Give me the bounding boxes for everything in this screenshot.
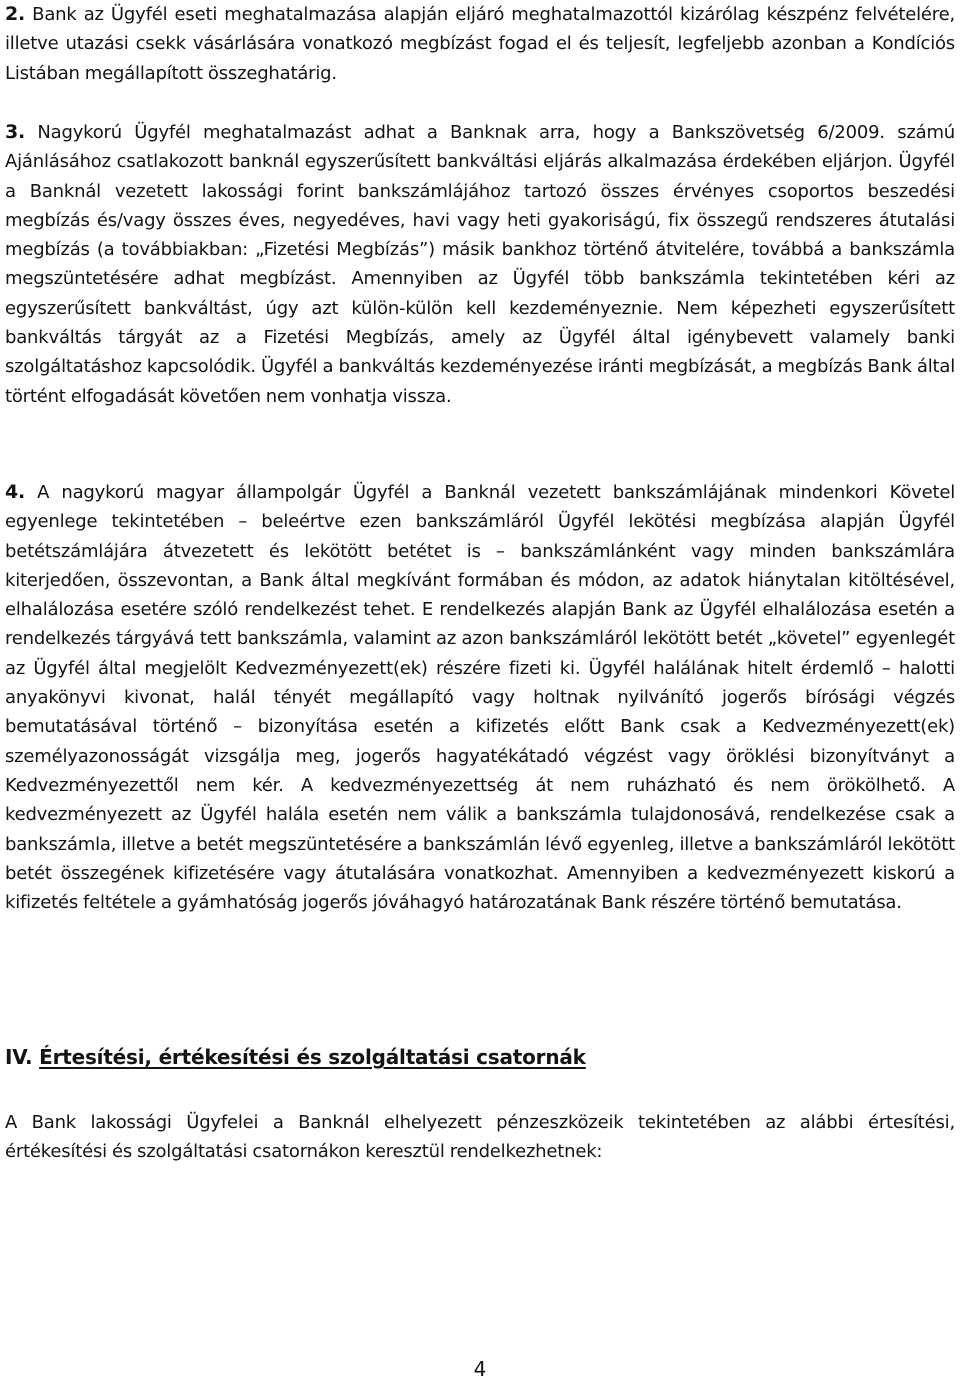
paragraph-4: [5, 478, 955, 917]
paragraph-number: 2.: [5, 3, 26, 25]
section-intro-paragraph: A Bank lakossági Ügyfelei a Banknál elhelyezett pénzeszközeik tekintetében az alábbi értesítési, értékesítési és szolgáltatási csatornákon keresztül rendelkezhetnek:: [5, 1112, 955, 1163]
paragraph-number: 3.: [5, 121, 26, 143]
section-number: IV.: [5, 1045, 33, 1069]
paragraph-text: Nagykorú Ügyfél meghatalmazást adhat a Banknak arra, hogy a Bankszövetség 6/2009. számú Ajánlásához csatlakozott banknál egyszerűsített bankváltási eljárás alkalmazása érdekében eljárjon. Ügyfél a Banknál vezetett lakossági forint bankszámlájához tartozó összes érvényes csoportos beszedési megbízás és/vagy összes éves, negyedéves, havi vagy heti gyakoriságú, fix összegű rendszeres átutalási megbízás (a továbbiakban: „Fizetési Megbízás”) másik bankhoz történő átvitelére, továbbá a bankszámla megszüntetésére adhat megbízást. Amennyiben az Ügyfél több bankszámla tekintetében kéri az egyszerűsített bankváltást, úgy azt külön-külön kell kezdeményeznie. Nem képezheti egyszerűsített bankváltás tárgyát az a Fizetési Megbízás, amely az Ügyfél által igénybevett valamely banki szolgáltatáshoz kapcsolódik. Ügyfél a bankváltás kezdeményezése iránti megbízását, a megbízás Bank által történt elfogadását követően nem vonhatja vissza.: [5, 122, 955, 407]
paragraph-text: Bank az Ügyfél eseti meghatalmazása alapján eljáró meghatalmazottól kizárólag készpénz felvételére, illetve utazási csekk vásárlására vonatkozó megbízást fogad el és teljesít, legfeljebb azonban a Kondíciós Listában megállapított összeghatárig.: [5, 4, 955, 84]
paragraph-2: [5, 0, 955, 88]
paragraph-3: [5, 118, 955, 411]
section-heading: [5, 1045, 586, 1069]
paragraph-number: 4.: [5, 481, 26, 503]
paragraph-text: A nagykorú magyar állampolgár Ügyfél a Banknál vezetett bankszámlájának mindenkori Követel egyenlege tekintetében – beleértve ezen bankszámláról Ügyfél lekötési megbízása alapján Ügyfél betétszámlájára átvezetett és lekötött betétet is – bankszámlánként vagy minden bankszámlára kiterjedően, összevontan, a Bank által megkívánt formában és módon, az adatok hiánytalan kitöltésével, elhalálozása esetére szóló rendelkezést tehet. E rendelkezés alapján Bank az Ügyfél elhalálozása esetén a rendelkezés tárgyává tett bankszámla, valamint az azon bankszámláról lekötött betét „követel” egyenlegét az Ügyfél által megjelölt Kedvezményezett(ek) részére fizeti ki. Ügyfél halálának hitelt érdemlő – halotti anyakönyvi kivonat, halál tényét megállapító vagy holtnak nyilvánító jogerős bírósági végzés bemutatásával történő – bizonyítása esetén a kifizetés előtt Bank csak a Kedvezményezett(ek) személyazonosságát vizsgálja meg, jogerős hagyatékátadó végzést vagy öröklési bizonyítványt a Kedvezményezettől nem kér. A kedvezményezettség át nem ruházható és nem örökölhető. A kedvezményezett az Ügyfél halála esetén nem válik a bankszámla tulajdonosává, rendelkezése csak a bankszámla, illetve a betét megszüntetésére a bankszámlán lévő egyenleg, illetve a bankszámláról lekötött betét összegének kifizetésére vagy átutalására vonatkozhat. Amennyiben a kedvezményezett kiskorú a kifizetés feltétele a gyámhatóság jogerős jóváhagyó határozatának Bank részére történő bemutatása.: [5, 482, 955, 914]
section-title: Értesítési, értékesítési és szolgáltatási csatornák: [39, 1045, 586, 1069]
page-number: 4: [473, 1357, 487, 1381]
